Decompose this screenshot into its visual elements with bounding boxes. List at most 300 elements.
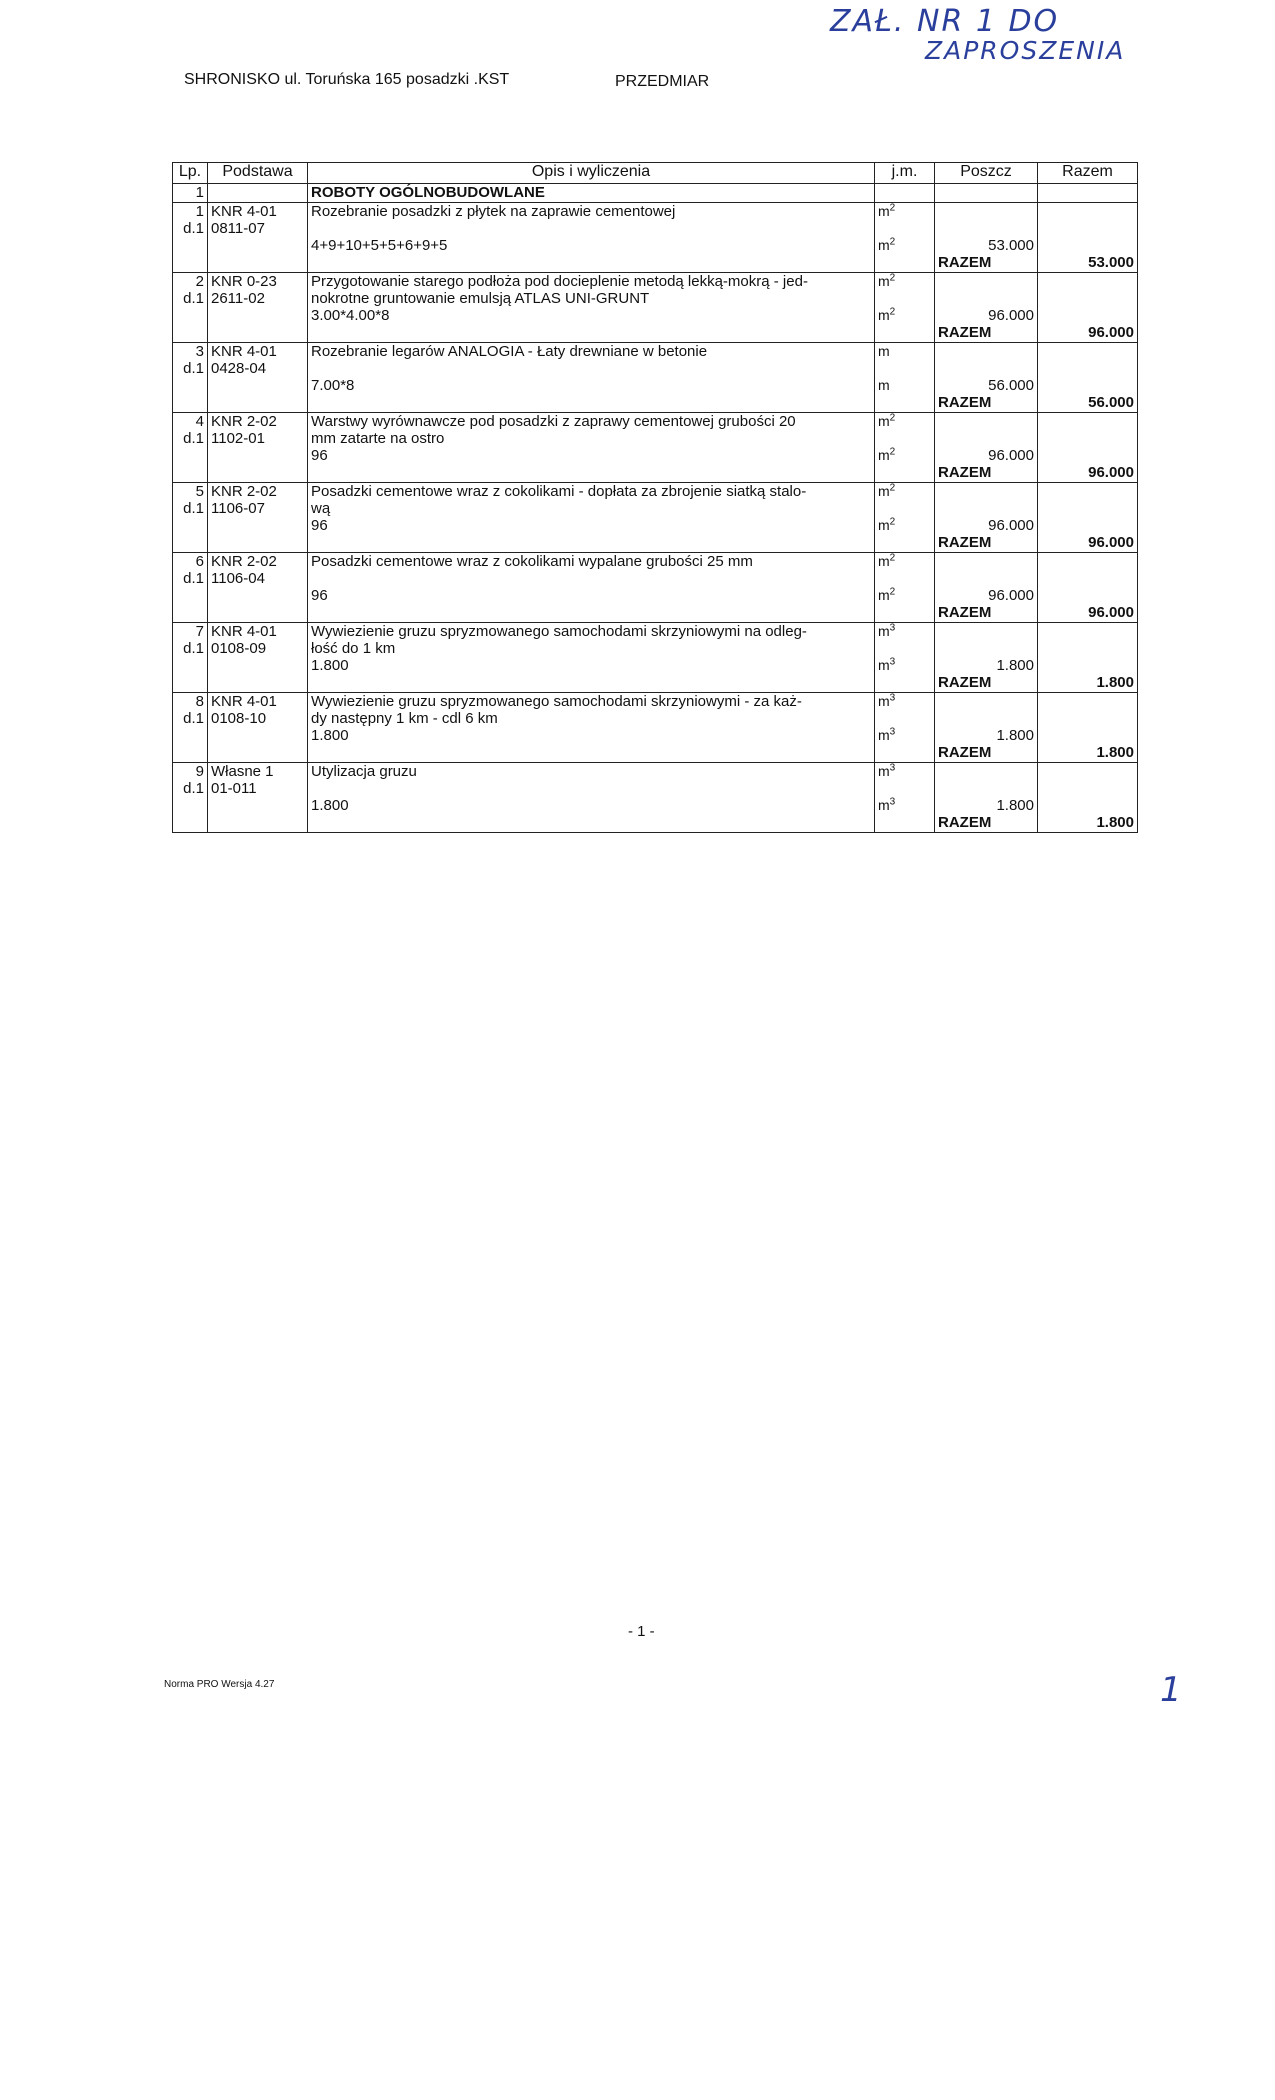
- item-razem-value: 1.800: [1038, 674, 1138, 693]
- cell-empty: [935, 780, 1038, 797]
- unit-exponent: 3: [889, 796, 896, 808]
- cell-empty: [173, 604, 208, 623]
- cell-empty: [875, 570, 935, 587]
- unit-exponent: 2: [889, 306, 896, 318]
- item-row-cont: [173, 500, 1138, 517]
- cell-empty: [173, 394, 208, 413]
- cell-empty: [308, 744, 875, 763]
- item-description-cont: mm zatarte na ostro: [308, 430, 875, 447]
- cell-empty: [208, 727, 308, 744]
- item-razem-value: 53.000: [1038, 254, 1138, 273]
- cell-empty: [208, 447, 308, 464]
- item-poszcz-empty: [935, 623, 1038, 641]
- item-poszcz-empty: [935, 693, 1038, 711]
- item-dzial: d.1: [173, 360, 208, 377]
- unit-exponent: 2: [889, 236, 896, 248]
- item-dzial: d.1: [173, 640, 208, 657]
- cell-empty: [173, 744, 208, 763]
- item-podstawa-number: 0428-04: [208, 360, 308, 377]
- cell-empty: [173, 587, 208, 604]
- cell-empty: [875, 290, 935, 307]
- cell-empty: [1038, 517, 1138, 534]
- unit-base: m: [878, 553, 890, 569]
- cell-empty: [1038, 587, 1138, 604]
- cell-empty: [875, 814, 935, 833]
- item-podstawa-code: KNR 2-02: [208, 553, 308, 571]
- cell-empty: [308, 394, 875, 413]
- item-description: Posadzki cementowe wraz z cokolikami - dopłata za zbrojenie siatką stalo-: [308, 483, 875, 501]
- item-poszcz-value: 96.000: [935, 307, 1038, 324]
- item-lp: 4: [173, 413, 208, 431]
- item-calc-row: [173, 307, 1138, 324]
- item-podstawa-number: 0108-10: [208, 710, 308, 727]
- cell-empty: [1038, 710, 1138, 727]
- item-razem-row: [173, 814, 1138, 833]
- item-podstawa-number: 01-011: [208, 780, 308, 797]
- item-podstawa-number: 1102-01: [208, 430, 308, 447]
- item-dzial: d.1: [173, 710, 208, 727]
- item-lp: 7: [173, 623, 208, 641]
- item-podstawa-code: Własne 1: [208, 763, 308, 781]
- razem-label: RAZEM: [935, 674, 1038, 693]
- unit-exponent: 3: [889, 762, 896, 774]
- cell-empty: [935, 710, 1038, 727]
- item-razem-empty: [1038, 343, 1138, 361]
- item-description: Wywiezienie gruzu spryzmowanego samochodami skrzyniowymi na odleg-: [308, 623, 875, 641]
- unit-base: m: [878, 377, 890, 393]
- item-unit: [875, 763, 935, 781]
- cell-empty: [173, 447, 208, 464]
- cell-empty: [173, 797, 208, 814]
- col-header-jm: j.m.: [875, 163, 935, 184]
- item-row: [173, 763, 1138, 781]
- item-description-cont: [308, 360, 875, 377]
- item-unit: [875, 203, 935, 221]
- cell-empty: [875, 744, 935, 763]
- cell-empty: [875, 674, 935, 693]
- item-description-cont: nokrotne gruntowanie emulsją ATLAS UNI-GRUNT: [308, 290, 875, 307]
- cell-empty: [208, 237, 308, 254]
- unit-base: m: [878, 693, 890, 709]
- cell-empty: [875, 710, 935, 727]
- cell-empty: [935, 290, 1038, 307]
- item-row: [173, 413, 1138, 431]
- item-poszcz-value: 96.000: [935, 587, 1038, 604]
- cell-empty: [875, 500, 935, 517]
- section-spacer: [935, 184, 1038, 203]
- item-description-cont: [308, 780, 875, 797]
- cell-empty: [208, 324, 308, 343]
- calc-unit: [875, 517, 935, 534]
- item-unit: [875, 693, 935, 711]
- item-poszcz-value: 1.800: [935, 657, 1038, 674]
- item-podstawa-code: KNR 4-01: [208, 203, 308, 221]
- cell-empty: [173, 307, 208, 324]
- unit-exponent: 2: [889, 482, 896, 494]
- cell-empty: [1038, 727, 1138, 744]
- item-dzial: d.1: [173, 500, 208, 517]
- razem-label: RAZEM: [935, 394, 1038, 413]
- cell-empty: [1038, 360, 1138, 377]
- item-row-cont: [173, 570, 1138, 587]
- item-razem-empty: [1038, 483, 1138, 501]
- item-podstawa-number: 0108-09: [208, 640, 308, 657]
- item-calc-row: [173, 447, 1138, 464]
- cell-empty: [1038, 307, 1138, 324]
- item-razem-value: 96.000: [1038, 324, 1138, 343]
- unit-exponent: 3: [889, 656, 896, 668]
- item-lp: 5: [173, 483, 208, 501]
- unit-exponent: 3: [889, 622, 896, 634]
- cell-empty: [1038, 237, 1138, 254]
- item-poszcz-empty: [935, 273, 1038, 291]
- item-row-cont: [173, 360, 1138, 377]
- handwritten-annotation-line2: ZAPROSZENIA: [925, 36, 1126, 65]
- item-dzial: d.1: [173, 780, 208, 797]
- item-description: Utylizacja gruzu: [308, 763, 875, 781]
- item-calculation: 4+9+10+5+5+6+9+5: [308, 237, 875, 254]
- item-calculation: 3.00*4.00*8: [308, 307, 875, 324]
- razem-label: RAZEM: [935, 814, 1038, 833]
- cell-empty: [173, 517, 208, 534]
- item-description: Rozebranie legarów ANALOGIA - Łaty drewniane w betonie: [308, 343, 875, 361]
- item-razem-row: [173, 324, 1138, 343]
- item-poszcz-empty: [935, 343, 1038, 361]
- unit-base: m: [878, 517, 890, 533]
- cell-empty: [208, 307, 308, 324]
- unit-base: m: [878, 623, 890, 639]
- item-poszcz-empty: [935, 763, 1038, 781]
- cell-empty: [208, 814, 308, 833]
- item-razem-empty: [1038, 203, 1138, 221]
- item-row: [173, 483, 1138, 501]
- unit-base: m: [878, 727, 890, 743]
- item-poszcz-value: 1.800: [935, 727, 1038, 744]
- item-podstawa-number: 1106-04: [208, 570, 308, 587]
- cell-empty: [173, 237, 208, 254]
- item-row-cont: [173, 220, 1138, 237]
- unit-exponent: 2: [889, 552, 896, 564]
- cell-empty: [173, 657, 208, 674]
- item-poszcz-value: 56.000: [935, 377, 1038, 394]
- cell-empty: [208, 254, 308, 273]
- calc-unit: [875, 587, 935, 604]
- cell-empty: [1038, 447, 1138, 464]
- cell-empty: [173, 814, 208, 833]
- item-row-cont: [173, 290, 1138, 307]
- razem-label: RAZEM: [935, 324, 1038, 343]
- unit-exponent: 2: [889, 272, 896, 284]
- item-unit: [875, 553, 935, 571]
- cell-empty: [875, 780, 935, 797]
- cell-empty: [308, 604, 875, 623]
- cell-empty: [1038, 500, 1138, 517]
- item-description-cont: dy następny 1 km - cdl 6 km: [308, 710, 875, 727]
- cell-empty: [1038, 780, 1138, 797]
- item-row: [173, 693, 1138, 711]
- item-dzial: d.1: [173, 430, 208, 447]
- item-lp: 1: [173, 203, 208, 221]
- item-razem-empty: [1038, 413, 1138, 431]
- unit-exponent: 2: [889, 516, 896, 528]
- cell-empty: [935, 570, 1038, 587]
- cell-empty: [875, 534, 935, 553]
- cell-empty: [208, 604, 308, 623]
- item-razem-row: [173, 254, 1138, 273]
- item-razem-empty: [1038, 553, 1138, 571]
- item-calc-row: [173, 237, 1138, 254]
- calc-unit: [875, 447, 935, 464]
- unit-exponent: 2: [889, 202, 896, 214]
- item-razem-row: [173, 744, 1138, 763]
- cell-empty: [173, 324, 208, 343]
- item-razem-row: [173, 394, 1138, 413]
- item-unit: [875, 273, 935, 291]
- item-description: Posadzki cementowe wraz z cokolikami wypalane grubości 25 mm: [308, 553, 875, 571]
- item-poszcz-empty: [935, 203, 1038, 221]
- cell-empty: [173, 534, 208, 553]
- calc-unit: [875, 307, 935, 324]
- cell-empty: [1038, 430, 1138, 447]
- item-calculation: 96: [308, 517, 875, 534]
- cell-empty: [173, 674, 208, 693]
- item-row-cont: [173, 640, 1138, 657]
- item-poszcz-value: 96.000: [935, 447, 1038, 464]
- unit-exponent: 2: [889, 446, 896, 458]
- item-calculation: 96: [308, 587, 875, 604]
- unit-base: m: [878, 413, 890, 429]
- item-description-cont: [308, 220, 875, 237]
- cell-empty: [875, 464, 935, 483]
- col-header-poszcz: Poszcz: [935, 163, 1038, 184]
- cell-empty: [1038, 640, 1138, 657]
- cell-empty: [1038, 657, 1138, 674]
- item-podstawa-code: KNR 2-02: [208, 413, 308, 431]
- section-row: [173, 184, 1138, 203]
- item-dzial: d.1: [173, 220, 208, 237]
- cell-empty: [208, 797, 308, 814]
- item-calculation: 1.800: [308, 797, 875, 814]
- item-podstawa-code: KNR 4-01: [208, 693, 308, 711]
- item-row: [173, 273, 1138, 291]
- razem-label: RAZEM: [935, 254, 1038, 273]
- item-lp: 3: [173, 343, 208, 361]
- project-title: SHRONISKO ul. Toruńska 165 posadzki .KST: [184, 71, 510, 88]
- item-description: Warstwy wyrównawcze pod posadzki z zaprawy cementowej grubości 20: [308, 413, 875, 431]
- item-calc-row: [173, 587, 1138, 604]
- item-row: [173, 553, 1138, 571]
- item-razem-value: 96.000: [1038, 604, 1138, 623]
- cell-empty: [208, 587, 308, 604]
- unit-base: m: [878, 237, 890, 253]
- cell-empty: [208, 464, 308, 483]
- item-razem-row: [173, 534, 1138, 553]
- unit-exponent: 3: [889, 692, 896, 704]
- item-description: Wywiezienie gruzu spryzmowanego samochodami skrzyniowymi - za każ-: [308, 693, 875, 711]
- calc-unit: [875, 727, 935, 744]
- item-calc-row: [173, 657, 1138, 674]
- unit-base: m: [878, 273, 890, 289]
- item-razem-row: [173, 674, 1138, 693]
- unit-base: m: [878, 483, 890, 499]
- item-description-cont: [308, 570, 875, 587]
- unit-exponent: 3: [889, 726, 896, 738]
- unit-exponent: 2: [889, 586, 896, 598]
- calc-unit: [875, 797, 935, 814]
- item-razem-empty: [1038, 763, 1138, 781]
- item-razem-value: 1.800: [1038, 814, 1138, 833]
- item-row-cont: [173, 710, 1138, 727]
- cell-empty: [173, 464, 208, 483]
- item-calculation: 1.800: [308, 727, 875, 744]
- page-number: - 1 -: [628, 1623, 655, 1640]
- unit-base: m: [878, 203, 890, 219]
- cell-empty: [935, 500, 1038, 517]
- cell-empty: [1038, 797, 1138, 814]
- item-description: Przygotowanie starego podłoża pod docieplenie metodą lekką-mokrą - jed-: [308, 273, 875, 291]
- col-header-podstawa: Podstawa: [208, 163, 308, 184]
- item-podstawa-number: 2611-02: [208, 290, 308, 307]
- unit-base: m: [878, 343, 890, 359]
- cell-empty: [208, 377, 308, 394]
- item-podstawa-number: 1106-07: [208, 500, 308, 517]
- cell-empty: [308, 534, 875, 553]
- software-footer: Norma PRO Wersja 4.27: [164, 1679, 275, 1690]
- cell-empty: [935, 430, 1038, 447]
- col-header-razem: Razem: [1038, 163, 1138, 184]
- item-unit: [875, 413, 935, 431]
- cell-empty: [208, 517, 308, 534]
- item-razem-value: 1.800: [1038, 744, 1138, 763]
- item-podstawa-code: KNR 4-01: [208, 343, 308, 361]
- razem-label: RAZEM: [935, 534, 1038, 553]
- calc-unit: [875, 377, 935, 394]
- item-calc-row: [173, 517, 1138, 534]
- item-razem-row: [173, 464, 1138, 483]
- unit-base: m: [878, 657, 890, 673]
- cell-empty: [308, 814, 875, 833]
- cell-empty: [173, 727, 208, 744]
- cell-empty: [208, 534, 308, 553]
- cell-empty: [935, 220, 1038, 237]
- section-number: 1: [173, 184, 208, 203]
- cell-empty: [875, 324, 935, 343]
- cell-empty: [308, 254, 875, 273]
- item-row: [173, 343, 1138, 361]
- section-title: ROBOTY OGÓLNOBUDOWLANE: [308, 184, 875, 203]
- item-calc-row: [173, 377, 1138, 394]
- unit-exponent: 2: [889, 412, 896, 424]
- cell-empty: [308, 674, 875, 693]
- unit-base: m: [878, 587, 890, 603]
- cell-empty: [1038, 570, 1138, 587]
- item-description-cont: wą: [308, 500, 875, 517]
- cell-empty: [875, 604, 935, 623]
- cell-empty: [875, 220, 935, 237]
- item-calc-row: [173, 727, 1138, 744]
- item-poszcz-empty: [935, 553, 1038, 571]
- unit-base: m: [878, 447, 890, 463]
- item-razem-row: [173, 604, 1138, 623]
- item-description-cont: łość do 1 km: [308, 640, 875, 657]
- cell-empty: [1038, 290, 1138, 307]
- handwritten-annotation-line1: ZAŁ. NR 1 DO: [830, 4, 1060, 39]
- razem-label: RAZEM: [935, 744, 1038, 763]
- item-razem-empty: [1038, 273, 1138, 291]
- razem-label: RAZEM: [935, 464, 1038, 483]
- cell-empty: [208, 657, 308, 674]
- item-poszcz-value: 1.800: [935, 797, 1038, 814]
- section-spacer: [1038, 184, 1138, 203]
- item-calc-row: [173, 797, 1138, 814]
- unit-base: m: [878, 307, 890, 323]
- item-podstawa-number: 0811-07: [208, 220, 308, 237]
- cell-empty: [875, 640, 935, 657]
- item-dzial: d.1: [173, 570, 208, 587]
- item-razem-empty: [1038, 693, 1138, 711]
- razem-label: RAZEM: [935, 604, 1038, 623]
- cell-empty: [308, 324, 875, 343]
- item-razem-value: 96.000: [1038, 464, 1138, 483]
- section-spacer: [208, 184, 308, 203]
- cell-empty: [208, 744, 308, 763]
- item-poszcz-empty: [935, 413, 1038, 431]
- item-row: [173, 623, 1138, 641]
- item-row: [173, 203, 1138, 221]
- item-description: Rozebranie posadzki z płytek na zaprawie cementowej: [308, 203, 875, 221]
- item-lp: 9: [173, 763, 208, 781]
- item-row-cont: [173, 430, 1138, 447]
- handwritten-page-mark: 1: [1160, 1670, 1184, 1710]
- calc-unit: [875, 657, 935, 674]
- col-header-lp: Lp.: [173, 163, 208, 184]
- cell-empty: [935, 640, 1038, 657]
- item-calculation: 7.00*8: [308, 377, 875, 394]
- item-lp: 8: [173, 693, 208, 711]
- item-calculation: 1.800: [308, 657, 875, 674]
- item-unit: [875, 483, 935, 501]
- item-podstawa-code: KNR 0-23: [208, 273, 308, 291]
- cell-empty: [875, 394, 935, 413]
- cell-empty: [308, 464, 875, 483]
- item-razem-empty: [1038, 623, 1138, 641]
- item-podstawa-code: KNR 2-02: [208, 483, 308, 501]
- document-type: PRZEDMIAR: [615, 73, 710, 90]
- calc-unit: [875, 237, 935, 254]
- item-row-cont: [173, 780, 1138, 797]
- item-dzial: d.1: [173, 290, 208, 307]
- cell-empty: [875, 430, 935, 447]
- cell-empty: [208, 674, 308, 693]
- item-poszcz-value: 53.000: [935, 237, 1038, 254]
- table-header-row: [173, 163, 1138, 184]
- cell-empty: [935, 360, 1038, 377]
- cell-empty: [173, 254, 208, 273]
- item-razem-value: 96.000: [1038, 534, 1138, 553]
- item-calculation: 96: [308, 447, 875, 464]
- przedmiar-table: [172, 162, 1138, 833]
- cell-empty: [208, 394, 308, 413]
- col-header-opis: Opis i wyliczenia: [308, 163, 875, 184]
- item-lp: 2: [173, 273, 208, 291]
- cell-empty: [875, 360, 935, 377]
- item-razem-value: 56.000: [1038, 394, 1138, 413]
- cell-empty: [1038, 377, 1138, 394]
- cell-empty: [1038, 220, 1138, 237]
- item-unit: [875, 623, 935, 641]
- cell-empty: [875, 254, 935, 273]
- section-spacer: [875, 184, 935, 203]
